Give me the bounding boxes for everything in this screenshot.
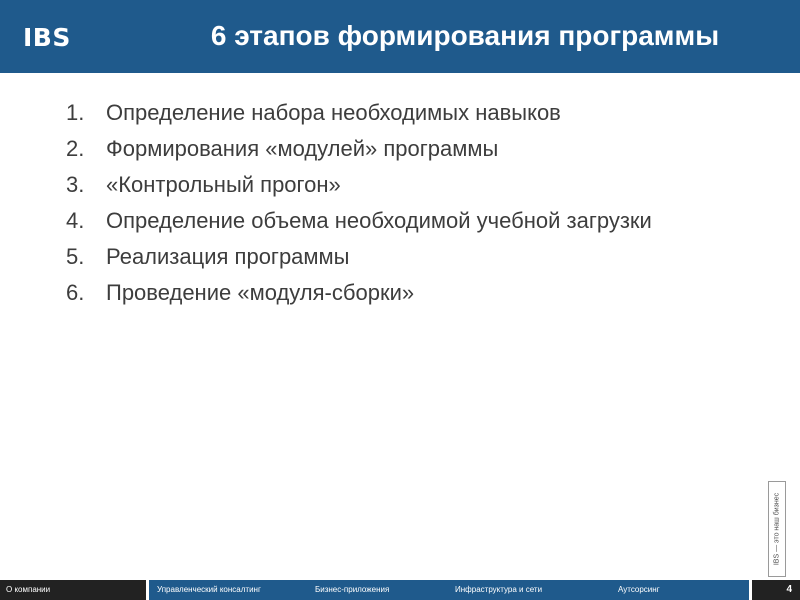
step-text: Проведение «модуля-сборки»: [106, 280, 415, 305]
footer-link-business-apps[interactable]: Бизнес-приложения: [315, 585, 390, 594]
step-number: 5.: [66, 244, 85, 269]
page-number: 4: [752, 580, 800, 600]
step-number: 1.: [66, 100, 85, 125]
footer-link-infrastructure[interactable]: Инфраструктура и сети: [455, 585, 543, 594]
footer-link-about-label: О компании: [6, 585, 51, 594]
step-item: [0, 97, 700, 129]
step-number: 6.: [66, 280, 85, 305]
step-text: Реализация программы: [106, 244, 350, 269]
step-item: [0, 205, 700, 237]
step-item: [0, 133, 700, 165]
step-text: Формирования «модулей» программы: [106, 136, 499, 161]
footer-sections: [149, 580, 749, 600]
step-item: [0, 277, 700, 309]
step-number: 3.: [66, 172, 85, 197]
ibs-logo: IBS: [23, 23, 71, 52]
slogan-tag: [768, 481, 786, 577]
step-text: Определение набора необходимых навыков: [106, 100, 561, 125]
steps-list: [0, 97, 700, 313]
footer-link-outsourcing[interactable]: Аутсорсинг: [618, 585, 660, 594]
slide-title: 6 этапов формирования программы: [210, 20, 720, 51]
footer-link-consulting[interactable]: Управленческий консалтинг: [157, 585, 261, 594]
step-number: 4.: [66, 208, 85, 233]
step-item: [0, 169, 700, 201]
step-text: Определение объема необходимой учебной загрузки: [106, 208, 652, 233]
header-bar: [0, 0, 800, 73]
footer-link-about[interactable]: [0, 580, 146, 600]
step-number: 2.: [66, 136, 85, 161]
footer-nav: [0, 580, 800, 600]
step-text: «Контрольный прогон»: [106, 172, 341, 197]
slogan-text: IBS — это наш бизнес: [773, 492, 781, 566]
step-item: [0, 241, 700, 273]
